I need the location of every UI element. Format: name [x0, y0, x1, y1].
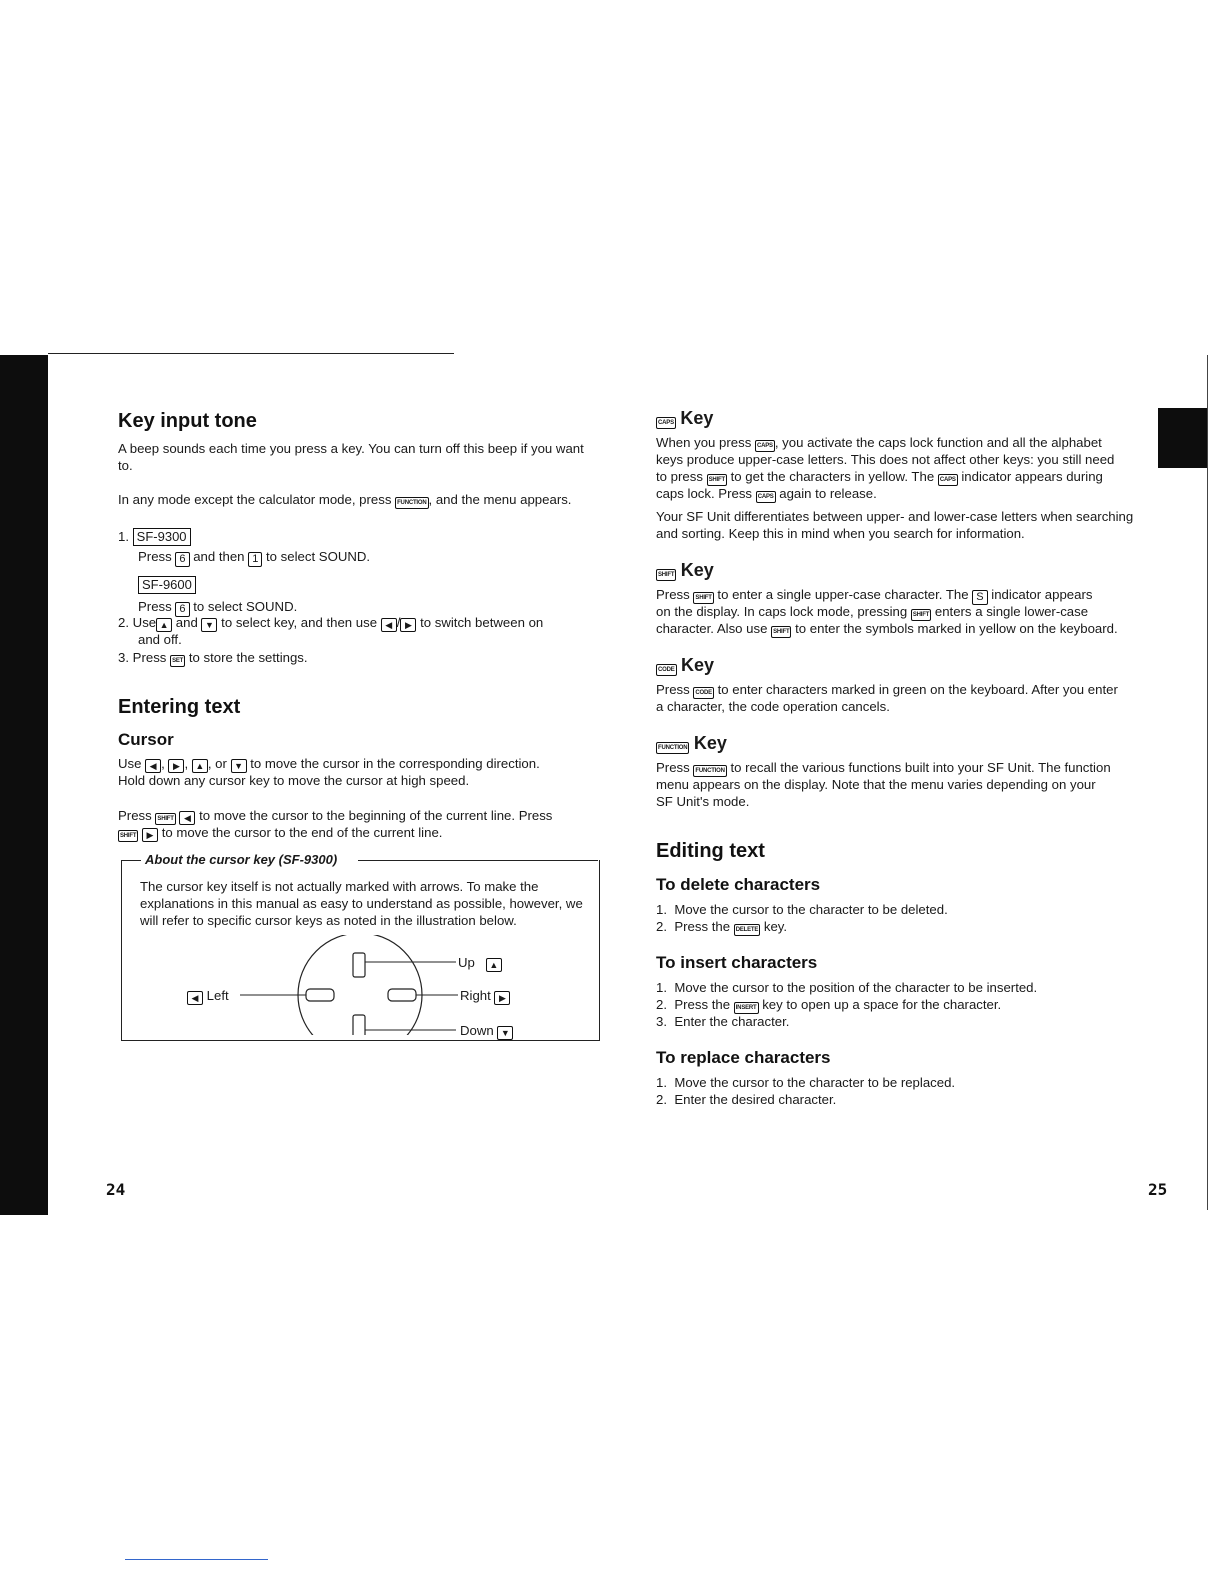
top-rule [48, 353, 454, 354]
shift-cursor-line2: SHIFT ▶ to move the cursor to the end of the current line. [120, 825, 443, 840]
caps-indicator-icon: CAPS [938, 474, 958, 486]
insert-key-icon: INSERT [734, 1002, 759, 1014]
chapter-thumb-tab [1158, 408, 1208, 468]
down-key-shape [353, 1015, 365, 1035]
caps-line1: When you press CAPS , you activate the caps lock function and all the alphabet [656, 435, 1102, 450]
right-key-shape [388, 989, 416, 1001]
cursor-paragraph-line1: Use ◀ , ▶ , ▲ , or ▼ to move the cursor in the corresponding direction. [118, 756, 540, 771]
editing-text-heading: Editing text [656, 840, 765, 862]
cursor-subheading: Cursor [118, 730, 174, 749]
caps-line3: to press SHIFT to get the characters in yellow. The CAPS indicator appears during [656, 469, 1103, 484]
caps-line4: caps lock. Press CAPS again to release. [656, 486, 877, 501]
binding-shadow-strip [0, 355, 48, 1215]
key-input-tone-intro: A beep sounds each time you press a key. You can turn off this beep if you want to. [118, 441, 584, 473]
function-line2: menu appears on the display. Note that the menu varies depending on your [656, 777, 1096, 792]
left-arrow-key-icon: ◀ [145, 759, 161, 773]
s-indicator-icon: S [972, 590, 987, 605]
about-cursor-key-text: The cursor key itself is not actually marked with arrows. To make the explanations in this manual as easy to understand as possible, however, we will refer to specific cursor keys as noted in the illustration below. [140, 879, 583, 928]
page-number-left: 24 [106, 1180, 126, 1199]
up-arrow-key-icon: ▲ [156, 618, 172, 632]
code-key-heading: CODE Key [658, 655, 715, 675]
function-key-icon: FUNCTION [693, 765, 726, 777]
shift-line3: character. Also use SHIFT to enter the symbols marked in yellow on the keyboard. [656, 621, 1118, 636]
replace-step-2: 2. Enter the desired character. [656, 1092, 837, 1107]
right-arrow-key-icon: ▶ [142, 828, 158, 842]
right-arrow-key-icon: ▶ [494, 991, 510, 1005]
down-arrow-key-icon: ▼ [201, 618, 217, 632]
scan-artifact-line [125, 1559, 268, 1560]
caps-paragraph-2: Your SF Unit differentiates between upper- and lower-case letters when searching and sorting. Keep this in mind when you search for information. [656, 509, 1134, 541]
right-arrow-key-icon: ▶ [168, 759, 184, 773]
delete-key-icon: DELETE [734, 924, 760, 936]
cursor-key-diagram [180, 935, 540, 1035]
caps-line2: keys produce upper-case letters. This does not affect other keys: you still need [656, 452, 1115, 467]
shift-key-icon: SHIFT [707, 474, 727, 486]
model-label-sf9300: SF-9300 [133, 528, 191, 546]
about-cursor-key-title: About the cursor key (SF-9300) [145, 852, 338, 867]
key-6-icon: 6 [175, 552, 189, 567]
insert-step-3: 3. Enter the character. [656, 1014, 790, 1029]
diagram-right-label: Right ▶ [460, 987, 510, 1005]
function-line1: Press FUNCTION to recall the various functions built into your SF Unit. The function [656, 760, 1111, 775]
right-arrow-key-icon: ▶ [400, 618, 416, 632]
key-1-icon: 1 [248, 552, 262, 567]
left-arrow-key-icon: ◀ [187, 991, 203, 1005]
function-key-icon: FUNCTION [395, 497, 428, 509]
code-line2: a character, the code operation cancels. [656, 699, 890, 714]
about-box-top-rule-left [121, 860, 141, 861]
replace-characters-heading: To replace characters [656, 1048, 831, 1067]
caps-key-icon: CAPS [656, 417, 676, 429]
left-key-shape [306, 989, 334, 1001]
caps-key-heading: CAPS Key [658, 408, 714, 428]
function-key-icon: FUNCTION [656, 742, 689, 754]
function-line3: SF Unit's mode. [656, 794, 750, 809]
step-2: 2. Use ▲ and ▼ to select key, and then use ◀ / ▶ to switch between on [118, 615, 544, 630]
code-key-icon: CODE [656, 664, 677, 676]
shift-cursor-line1: Press SHIFT ◀ to move the cursor to the beginning of the current line. Press [118, 808, 553, 823]
set-key-icon: SET [170, 655, 185, 667]
left-arrow-key-icon: ◀ [381, 618, 397, 632]
insert-characters-heading: To insert characters [656, 953, 818, 972]
insert-step-2: 2. Press the INSERT key to open up a space for the character. [656, 997, 1002, 1012]
step-1-sf9300-instruction: Press 6 and then 1 to select SOUND. [138, 549, 371, 565]
step-3: 3. Press SET to store the settings. [118, 650, 308, 665]
page-number-right: 25 [1148, 1180, 1168, 1199]
key-6-icon: 6 [175, 602, 189, 617]
step-1-sf9600-instruction: Press 6 to select SOUND. [138, 599, 298, 615]
code-key-icon: CODE [693, 687, 714, 699]
menu-instruction: In any mode except the calculator mode, press FUNCTION , and the menu appears. [118, 492, 572, 507]
shift-key-icon: SHIFT [118, 830, 138, 842]
insert-step-1: 1. Move the cursor to the position of the character to be inserted. [656, 980, 1038, 995]
delete-characters-heading: To delete characters [656, 875, 821, 894]
delete-step-2: 2. Press the DELETE key. [656, 919, 788, 934]
model-label-sf9600: SF-9600 [138, 576, 196, 594]
key-input-tone-heading: Key input tone [118, 410, 257, 432]
shift-line1: Press SHIFT to enter a single upper-case character. The S indicator appears [656, 587, 1093, 603]
step-1-model-a: 1. SF-9300 [118, 528, 191, 546]
shift-line2: on the display. In caps lock mode, pressing SHIFT enters a single lower-case [656, 604, 1089, 619]
up-arrow-key-icon: ▲ [192, 759, 208, 773]
shift-key-icon: SHIFT [693, 592, 713, 604]
function-key-heading: FUNCTION Key [658, 733, 727, 753]
caps-key-icon: CAPS [756, 491, 776, 503]
right-page-edge [1207, 355, 1208, 1210]
down-arrow-key-icon: ▼ [497, 1026, 513, 1040]
replace-step-1: 1. Move the cursor to the character to be replaced. [656, 1075, 956, 1090]
left-arrow-key-icon: ◀ [179, 811, 195, 825]
shift-key-icon: SHIFT [656, 569, 676, 581]
code-line1: Press CODE to enter characters marked in green on the keyboard. After you enter [656, 682, 1118, 697]
diagram-up-label: Up ▲ [458, 954, 502, 972]
shift-key-icon: SHIFT [155, 813, 175, 825]
up-key-shape [353, 953, 365, 977]
delete-step-1: 1. Move the cursor to the character to be deleted. [656, 902, 948, 917]
down-arrow-key-icon: ▼ [231, 759, 247, 773]
shift-key-icon: SHIFT [911, 609, 931, 621]
diagram-left-label: ◀ Left [187, 987, 229, 1005]
step-1-model-b [138, 576, 196, 594]
step-2-continued: and off. [138, 632, 182, 647]
shift-key-heading: SHIFT Key [658, 560, 714, 580]
caps-key-icon: CAPS [755, 440, 775, 452]
up-arrow-key-icon: ▲ [486, 958, 502, 972]
entering-text-heading: Entering text [118, 696, 241, 718]
cursor-paragraph-line2: Hold down any cursor key to move the cursor at high speed. [118, 773, 470, 788]
shift-key-icon: SHIFT [771, 626, 791, 638]
about-box-top-rule-right [358, 860, 598, 861]
diagram-down-label: Down ▼ [460, 1022, 513, 1040]
